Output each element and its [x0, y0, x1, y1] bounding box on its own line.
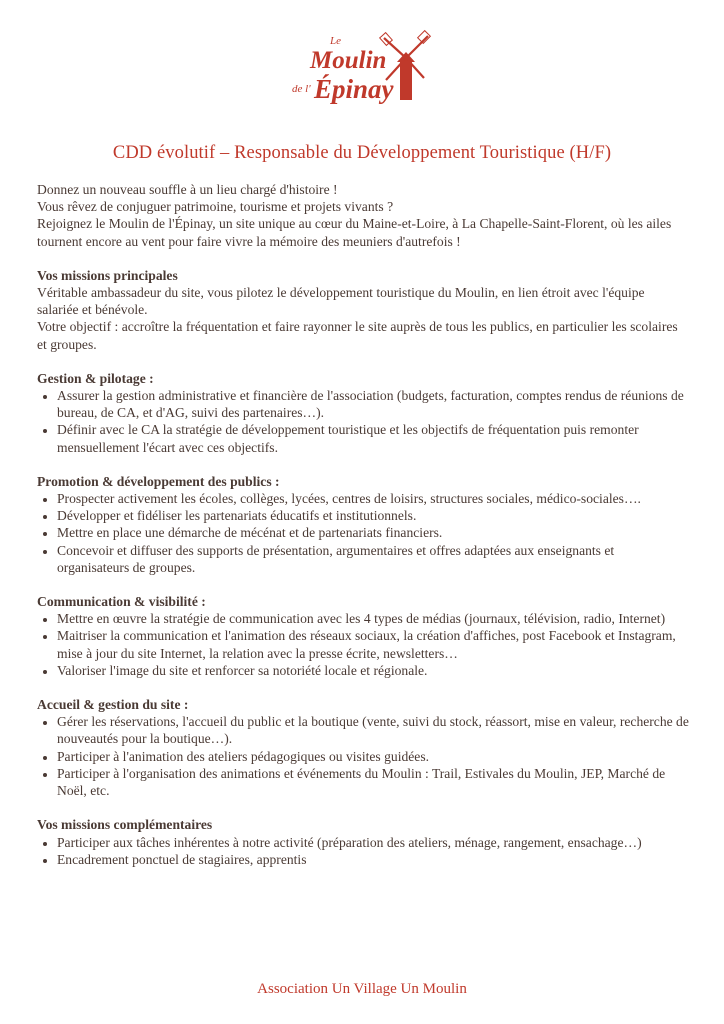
- bullet-list: [37, 490, 689, 576]
- bullet-list: [37, 387, 689, 456]
- section-heading: Communication & visibilité :: [37, 594, 206, 610]
- svg-text:Le: Le: [330, 35, 341, 47]
- communication-section: [37, 593, 689, 679]
- list-item: • Prospecter activement les écoles, collèges, lycées, centres de loisirs, structures sociales, médico-sociales….: [57, 490, 689, 507]
- intro-line: Vous rêvez de conjuguer patrimoine, tourisme et projets vivants ?: [37, 199, 394, 215]
- svg-text:de l': de l': [292, 83, 311, 95]
- list-item: • Encadrement ponctuel de stagiaires, apprentis: [57, 851, 689, 868]
- list-item: • Maitriser la communication et l'animation des réseaux sociaux, la création d'affiches, post Facebook et Instagram, mise à jour du site Internet, la relation avec la presse écrite, newsletters…: [57, 627, 689, 661]
- intro-section: [37, 181, 689, 250]
- svg-text:Épinay: Épinay: [314, 74, 394, 104]
- promotion-section: [37, 473, 689, 576]
- gestion-section: [37, 370, 689, 456]
- section-heading: Vos missions complémentaires: [37, 817, 213, 833]
- bullet-list: [37, 610, 689, 679]
- list-item: • Participer à l'animation des ateliers pédagogiques ou visites guidées.: [57, 748, 689, 765]
- complementaires-section: [37, 816, 689, 868]
- section-heading: Vos missions principales: [37, 267, 178, 283]
- list-item: • Mettre en place une démarche de mécénat et de partenariats financiers.: [57, 524, 689, 541]
- missions-section: [37, 267, 689, 353]
- bullet-list: [37, 713, 689, 799]
- accueil-section: [37, 696, 689, 799]
- list-item: • Concevoir et diffuser des supports de présentation, argumentaires et offres adaptées aux enseignants et organisateurs de groupes.: [57, 542, 689, 576]
- section-heading: Promotion & développement des publics :: [37, 473, 280, 489]
- footer-organization: Association Un Village Un Moulin: [257, 981, 467, 997]
- list-item: • Mettre en œuvre la stratégie de communication avec les 4 types de médias (journaux, télévision, radio, Internet): [57, 610, 689, 627]
- paragraph: Véritable ambassadeur du site, vous pilotez le développement touristique du Moulin, en lien étroit avec l'équipe salariée et bénévole.: [37, 285, 645, 318]
- bullet-list: [37, 834, 689, 868]
- list-item: • Participer à l'organisation des animations et événements du Moulin : Trail, Estivales du Moulin, JEP, Marché de Noël, etc.: [57, 765, 689, 799]
- list-item: • Gérer les réservations, l'accueil du public et la boutique (vente, suivi du stock, réassort, mise en valeur, recherche de nouveautés pour la boutique…).: [57, 713, 689, 747]
- intro-line: Rejoignez le Moulin de l'Épinay, un site unique au cœur du Maine-et-Loire, à La Chapelle-Saint-Florent, où les ailes tournent encore au vent pour faire vivre la mémoire des meuniers d'autrefois !: [37, 216, 672, 249]
- section-heading: Gestion & pilotage :: [37, 370, 154, 386]
- page-title: CDD évolutif – Responsable du Développement Touristique (H/F): [112, 143, 612, 163]
- logo-moulin-epinay: [288, 22, 438, 108]
- svg-text:Moulin: Moulin: [310, 47, 387, 74]
- job-description: [37, 181, 689, 885]
- list-item: • Assurer la gestion administrative et financière de l'association (budgets, facturation, comptes rendus de réunions de bureau, de CA, et d'AG, suivi des partenaires…).: [57, 387, 689, 421]
- paragraph: Votre objectif : accroître la fréquentation et faire rayonner le site auprès de tous les publics, en particulier les scolaires et groupes.: [37, 319, 678, 352]
- list-item: • Définir avec le CA la stratégie de développement touristique et les objectifs de fréquentation puis remonter mensuellement l'écart avec ces objectifs.: [57, 421, 689, 455]
- list-item: • Développer et fidéliser les partenariats éducatifs et institutionnels.: [57, 507, 689, 524]
- list-item: • Valoriser l'image du site et renforcer sa notoriété locale et régionale.: [57, 662, 689, 679]
- intro-line: Donnez un nouveau souffle à un lieu chargé d'histoire !: [37, 182, 338, 197]
- list-item: • Participer aux tâches inhérentes à notre activité (préparation des ateliers, ménage, rangement, ensachage…): [57, 834, 689, 851]
- section-heading: Accueil & gestion du site :: [37, 697, 189, 713]
